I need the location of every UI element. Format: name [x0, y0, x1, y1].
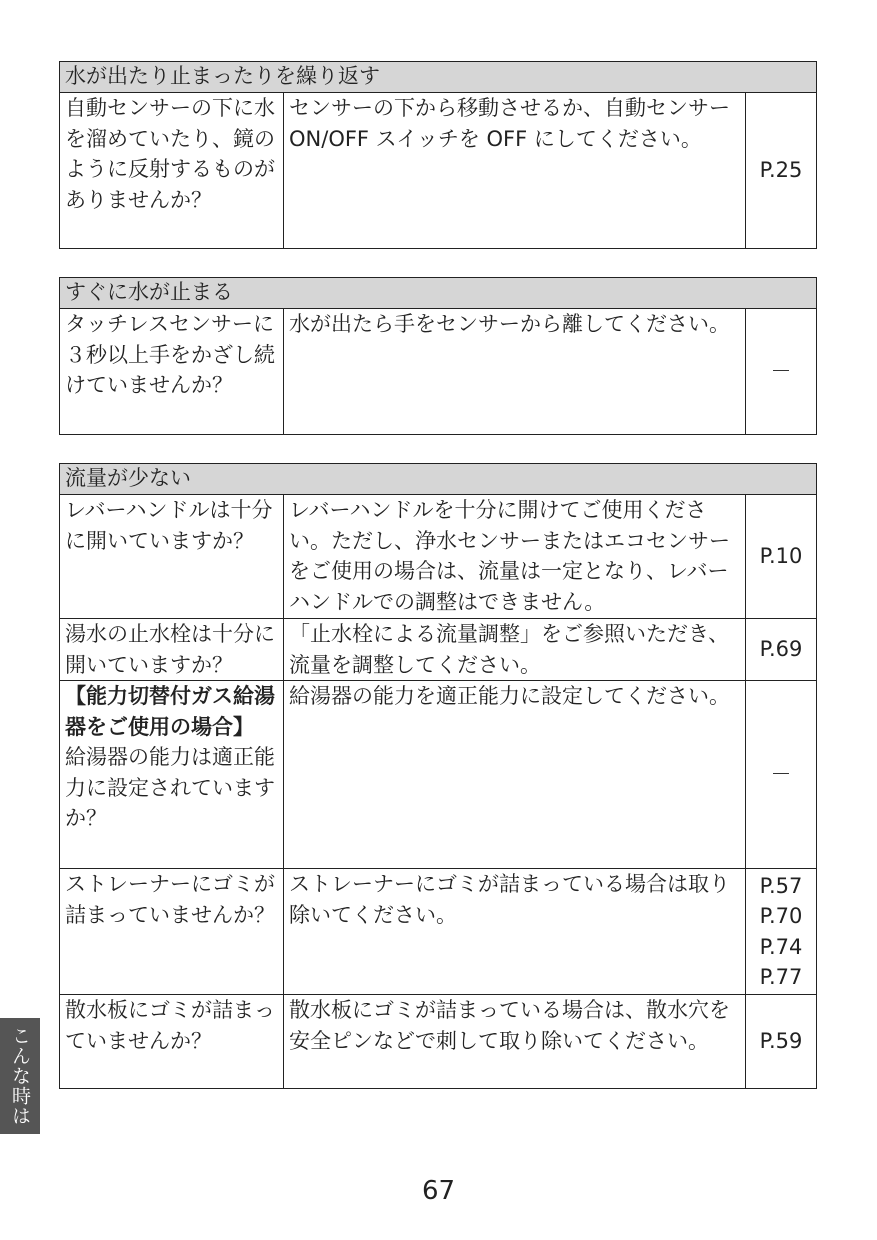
- page-ref: －: [770, 762, 792, 787]
- troubleshoot-table-flow: [59, 463, 817, 1089]
- page-ref-cell: [746, 619, 817, 681]
- table-row: [60, 93, 817, 249]
- section-title: 水が出たり止まったりを繰り返す: [60, 62, 817, 93]
- action-cell: レバーハンドルを十分に開けてご使用ください。ただし、浄水センサーまたはエコセンサーをご使用の場合は、流量は一定となり、レバーハンドルでの調整はできません。: [284, 495, 746, 619]
- side-tab: こんな時は: [0, 1018, 40, 1134]
- table-row: [60, 869, 817, 995]
- table-row: [60, 681, 817, 869]
- page-ref: P.57: [759, 873, 803, 898]
- page-ref: P.77: [759, 965, 803, 989]
- page-ref-cell: [746, 495, 817, 619]
- check-cell: [60, 681, 284, 869]
- section-title: 流量が少ない: [60, 464, 817, 495]
- section-title: すぐに水が止まる: [60, 278, 817, 309]
- table-row: [60, 309, 817, 435]
- page-ref-cell: [746, 93, 817, 249]
- check-cell: 散水板にゴミが詰まっていませんか？: [60, 995, 284, 1089]
- check-cell: 湯水の止水栓は十分に開いていますか？: [60, 619, 284, 681]
- page-ref-cell: [746, 995, 817, 1089]
- page-ref: P.69: [759, 637, 803, 662]
- check-cell: レバーハンドルは十分に開いていますか？: [60, 495, 284, 619]
- table-row: [60, 619, 817, 681]
- page-ref-cell: [746, 681, 817, 869]
- page-ref-cell: [746, 309, 817, 435]
- check-cell: タッチレスセンサーに３秒以上手をかざし続けていませんか？: [60, 309, 284, 435]
- action-cell: 「止水栓による流量調整」をご参照いただき、流量を調整してください。: [284, 619, 746, 681]
- page-ref: －: [770, 359, 792, 384]
- action-cell: 水が出たら手をセンサーから離してください。: [284, 309, 746, 435]
- table-row: [60, 995, 817, 1089]
- page-number: 67: [421, 1176, 456, 1206]
- check-cell: ストレーナーにゴミが詰まっていませんか？: [60, 869, 284, 995]
- page-ref: P.74: [759, 934, 803, 959]
- table-row: [60, 495, 817, 619]
- action-cell: 散水板にゴミが詰まっている場合は、散水穴を安全ピンなどで刺して取り除いてください。: [284, 995, 746, 1089]
- check-condition: 【能力切替付ガス給湯器をご使用の場合】: [65, 684, 275, 739]
- page-ref: P.70: [759, 904, 803, 928]
- page-ref-cell: [746, 869, 817, 995]
- action-cell: センサーの下から移動させるか、自動センサー ON/OFF スイッチを OFF にしてください。: [284, 93, 746, 249]
- action-cell: ストレーナーにゴミが詰まっている場合は取り除いてください。: [284, 869, 746, 995]
- page-ref: P.10: [759, 544, 803, 569]
- troubleshoot-table-stop: [59, 277, 817, 435]
- page-ref: P.59: [759, 1029, 803, 1054]
- check-text: 給湯器の能力は適正能力に設定されていますか？: [65, 745, 275, 830]
- troubleshoot-table-repeat: [59, 61, 817, 249]
- action-cell: 給湯器の能力を適正能力に設定してください。: [284, 681, 746, 869]
- check-cell: 自動センサーの下に水を溜めていたり、鏡のように反射するものがありませんか？: [60, 93, 284, 249]
- page-ref: P.25: [759, 158, 803, 183]
